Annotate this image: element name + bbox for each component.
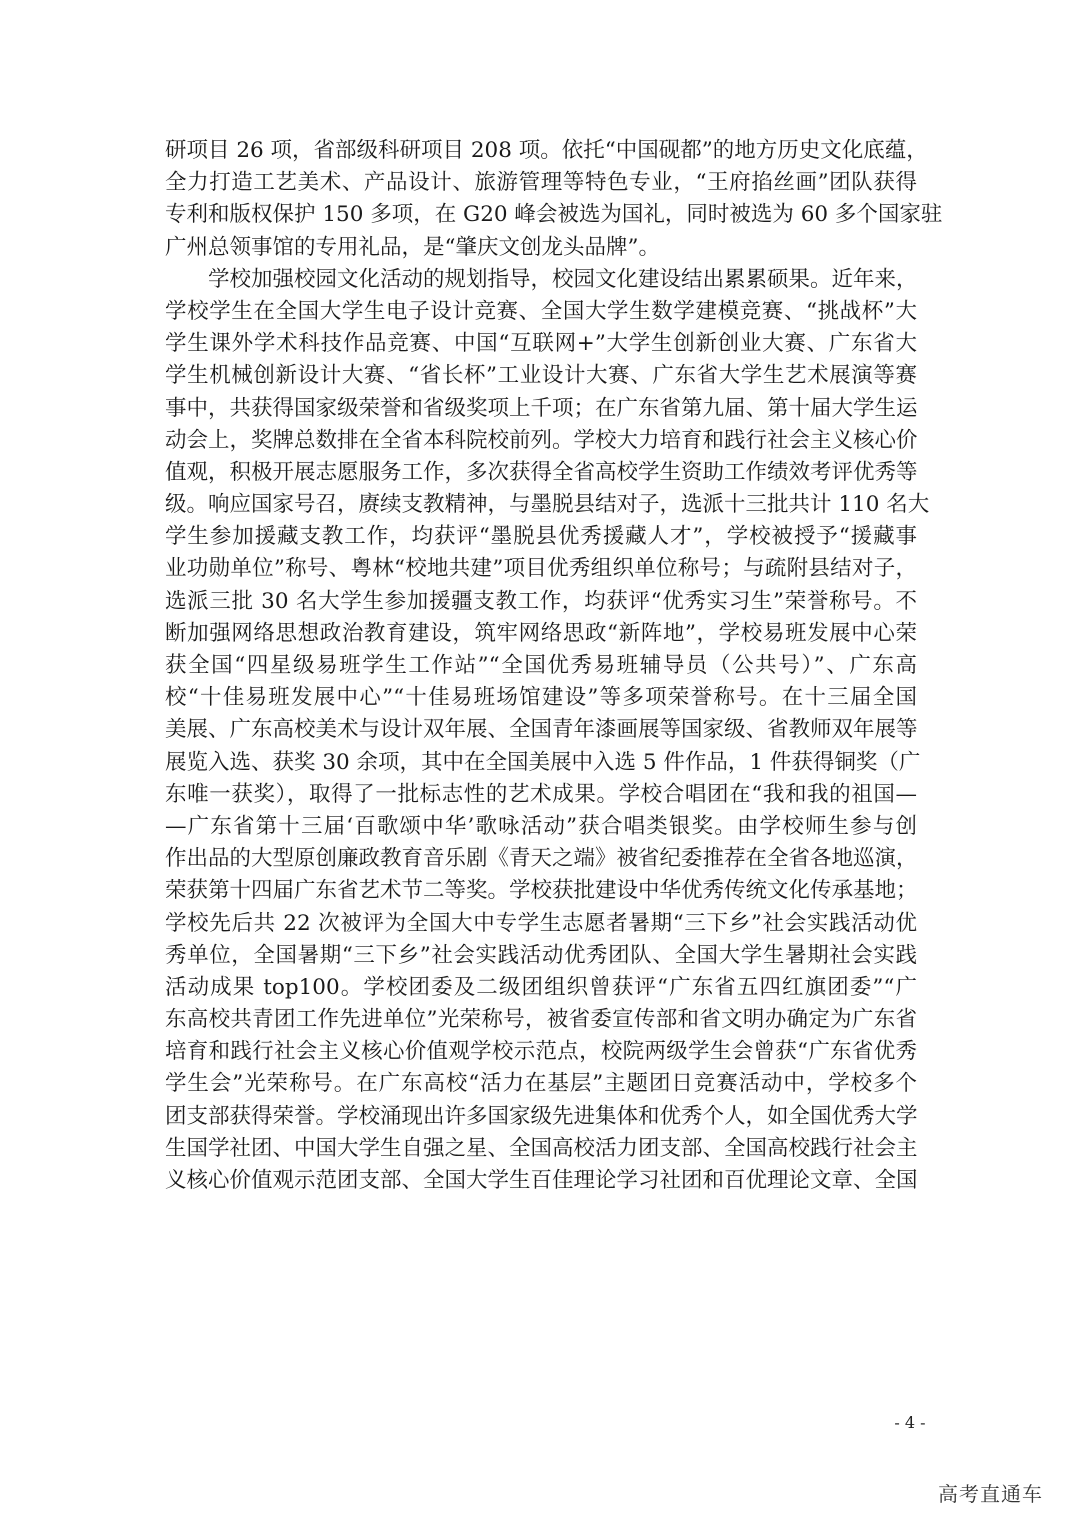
text-line: 学校学生在全国大学生电子设计竞赛、全国大学生数学建模竞赛、“挑战杯”大 [165,298,917,324]
text-line: 义核心价值观示范团支部、全国大学生百佳理论学习社团和百优理论文章、全国 [165,1168,918,1193]
text-line: 学生机械创新设计大赛、“省长杯”工业设计大赛、广东省大学生艺术展演等赛 [165,363,917,389]
text-line: 学生课外学术科技作品竞赛、中国“互联网+”大学生创新创业大赛、广东省大 [165,331,917,357]
text-line: 学校加强校园文化活动的规划指导，校园文化建设结出累累硕果。近年来， [165,266,918,292]
text-line: 东唯一获奖），取得了一批标志性的艺术成果。学校合唱团在“我和我的祖国— [165,781,917,807]
text-line: 获全国“四星级易班学生工作站”“全国优秀易班辅导员（公共号）”、广东高 [165,653,917,678]
text-line: 展览入选、获奖 30 余项，其中在全国美展中入选 5 件作品，1 件获得铜奖（广 [165,749,921,775]
text-line: 美展、广东高校美术与设计双年展、全国青年漆画展等国家级、省教师双年展等 [165,717,918,743]
text-line: 秀单位，全国暑期“三下乡”社会实践活动优秀团队、全国大学生暑期社会实践 [165,942,917,968]
text-line: 活动成果 top100。学校团委及二级团组织曾获评“广东省五四红旗团委”“广 [165,974,917,1000]
text-line: 事中，共获得国家级荣誉和省级奖项上千项；在广东省第九届、第十届大学生运 [165,395,918,421]
text-line: 团支部获得荣誉。学校涌现出许多国家级先进集体和优秀个人，如全国优秀大学 [165,1103,918,1129]
text-line: 研项目 26 项，省部级科研项目 208 项。依托“中国砚都”的地方历史文化底蕴， [165,138,928,163]
text-line: 生国学社团、中国大学生自强之星、全国高校活力团支部、全国高校践行社会主 [165,1135,918,1161]
paragraph-2 [165,264,930,1197]
page-number: - 4 - [894,1413,926,1432]
text-line: 学生参加援藏支教工作，均获评“墨脱县优秀援藏人才”，学校被授予“援藏事 [165,524,917,550]
text-line: 值观，积极开展志愿服务工作，多次获得全省高校学生资助工作绩效考评优秀等 [165,459,918,485]
text-line: 东高校共青团工作先进单位”光荣称号，被省委宣传部和省文明办确定为广东省 [165,1007,917,1033]
text-line: 学校先后共 22 次被评为全国大中专学生志愿者暑期“三下乡”社会实践活动优 [165,910,917,936]
text-line: 业功勋单位”称号、粤林“校地共建”项目优秀组织单位称号；与疏附县结对子， [165,556,917,582]
document-body [165,135,943,1197]
text-line: 作出品的大型原创廉政教育音乐剧《青天之端》被省纪委推荐在全省各地巡演， [165,846,918,872]
text-line: 校“十佳易班发展中心”“十佳易班场馆建设”等多项荣誉称号。在十三届全国 [165,685,917,711]
paragraph-1 [165,135,943,264]
text-line: 荣获第十四届广东省艺术节二等奖。学校获批建设中华优秀传统文化传承基地； [165,878,918,904]
text-line: 广州总领事馆的专用礼品，是“肇庆文创龙头品牌”。 [165,234,660,260]
text-line: 专利和版权保护 150 多项，在 G20 峰会被选为国礼，同时被选为 60 多个国家驻 [165,202,943,228]
text-line: 全力打造工艺美术、产品设计、旅游管理等特色专业，“王府掐丝画”团队获得 [165,170,917,196]
text-line: —广东省第十三届‘百歌颂中华’歌咏活动”获合唱类银奖。由学校师生参与创 [165,813,917,839]
text-line: 断加强网络思想政治教育建设，筑牢网络思政“新阵地”，学校易班发展中心荣 [165,620,917,646]
text-line: 级。响应国家号召，赓续支教精神，与墨脱县结对子，选派十三批共计 110 名大 [165,492,930,518]
watermark-text: 高考直通车 [938,1482,1043,1506]
text-line: 培育和践行社会主义核心价值观学校示范点，校院两级学生会曾获“广东省优秀 [165,1039,917,1065]
text-line: 动会上，奖牌总数排在全省本科院校前列。学校大力培育和践行社会主义核心价 [165,427,918,453]
text-line: 选派三批 30 名大学生参加援疆支教工作，均获评“优秀实习生”荣誉称号。不 [165,588,917,614]
text-line: 学生会”光荣称号。在广东高校“活力在基层”主题团日竞赛活动中，学校多个 [165,1071,917,1097]
